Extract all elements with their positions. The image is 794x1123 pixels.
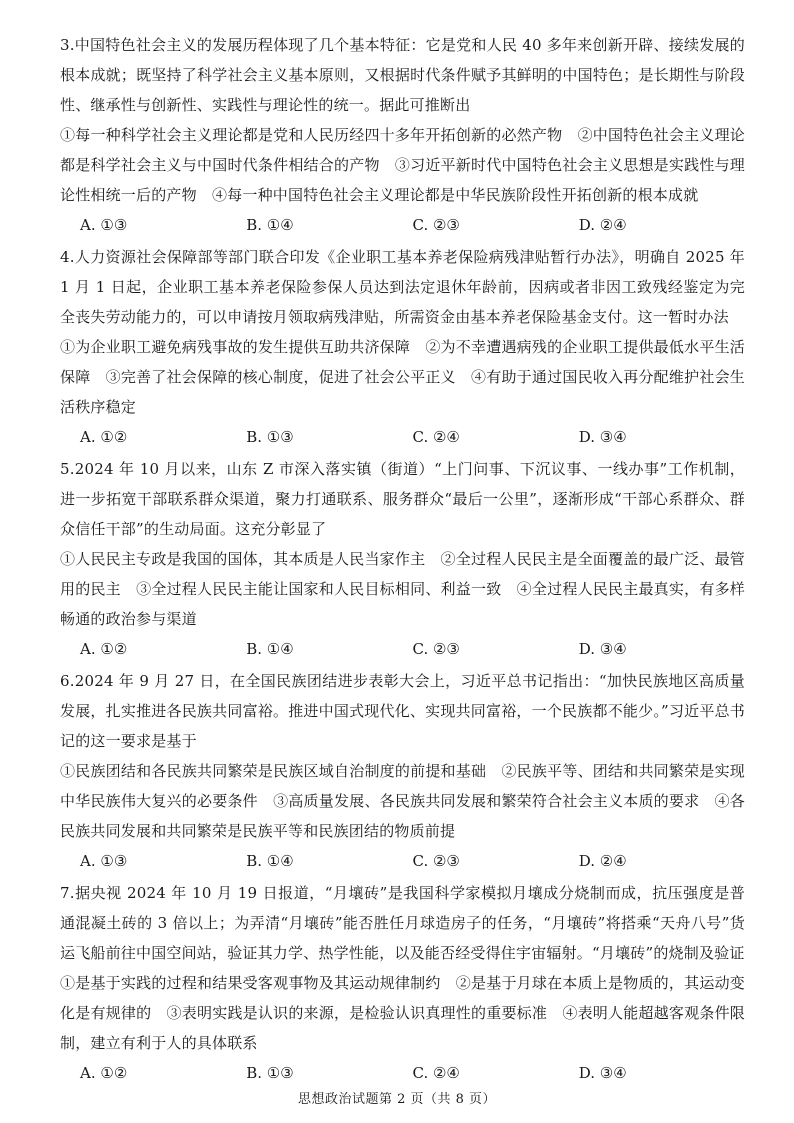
option-d[interactable]: D. ③④ bbox=[578, 428, 627, 446]
statement-list: ①人民民主专政是我国的国体，其本质是人民当家作主 ②全过程人民民主是全面覆盖的最广泛、最管用的民主 ③全过程人民民主能让国家和人民目标相同、利益一致 ④全过程人民民主最真实，有多样畅通的政治参与渠道 bbox=[60, 550, 745, 628]
answer-options bbox=[60, 846, 745, 876]
option-b[interactable]: B. ①④ bbox=[246, 216, 294, 234]
question-stem bbox=[60, 454, 745, 544]
option-c[interactable]: C. ②③ bbox=[412, 852, 460, 870]
question-stem bbox=[60, 666, 745, 756]
page-footer: 思想政治试题第 2 页（共 8 页） bbox=[297, 1092, 497, 1107]
question-4 bbox=[60, 242, 745, 452]
answer-options bbox=[60, 1058, 745, 1088]
answer-options bbox=[60, 634, 745, 664]
option-d[interactable]: D. ②④ bbox=[578, 216, 627, 234]
question-stem bbox=[60, 242, 745, 332]
answer-options bbox=[60, 422, 745, 452]
answer-options bbox=[60, 210, 745, 240]
option-a[interactable]: A. ①② bbox=[80, 640, 128, 658]
statement-list: ①为企业职工避免病残事故的发生提供互助共济保障 ②为不幸遭遇病残的企业职工提供最低水平生活保障 ③完善了社会保障的核心制度，促进了社会公平正义 ④有助于通过国民收入再分配维护社会生活秩序稳定 bbox=[60, 338, 745, 416]
question-number: 4. bbox=[60, 248, 75, 266]
option-b[interactable]: B. ①③ bbox=[246, 1064, 294, 1082]
option-a[interactable]: A. ①③ bbox=[80, 852, 128, 870]
option-b[interactable]: B. ①③ bbox=[246, 428, 294, 446]
exam-page bbox=[60, 30, 745, 1090]
option-a[interactable]: A. ①② bbox=[80, 428, 128, 446]
option-c[interactable]: C. ②③ bbox=[412, 640, 460, 658]
question-text: 中国特色社会主义的发展历程体现了几个基本特征：它是党和人民 40 多年来创新开辟、接续发展的根本成就；既坚持了科学社会主义基本原则，又根据时代条件赋予其鲜明的中国特色；是长期性与阶段性、继承性与创新性、实践性与理论性的统一。据此可推断出 bbox=[60, 36, 745, 114]
option-d[interactable]: D. ②④ bbox=[578, 852, 627, 870]
question-3 bbox=[60, 30, 745, 240]
question-text: 人力资源社会保障部等部门联合印发《企业职工基本养老保险病残津贴暂行办法》，明确自 2025 年 1 月 1 日起，企业职工基本养老保险参保人员达到法定退休年龄前，因病或者非因工致残经鉴定为完全丧失劳动能力的，可以申请按月领取病残津贴，所需资金由基本养老保险基金支付。这一暂时办法 bbox=[60, 248, 745, 326]
question-stem bbox=[60, 30, 745, 120]
question-stem bbox=[60, 878, 745, 968]
question-5 bbox=[60, 454, 745, 664]
statement-list: ①是基于实践的过程和结果受客观事物及其运动规律制约 ②是基于月球在本质上是物质的，其运动变化是有规律的 ③表明实践是认识的来源，是检验认识真理性的重要标准 ④表明人能超越客观条件限制，建立有利于人的具体联系 bbox=[60, 974, 745, 1052]
question-number: 7. bbox=[60, 884, 75, 902]
option-a[interactable]: A. ①③ bbox=[80, 216, 128, 234]
question-6 bbox=[60, 666, 745, 876]
question-number: 5. bbox=[60, 460, 75, 478]
question-7 bbox=[60, 878, 745, 1088]
option-a[interactable]: A. ①② bbox=[80, 1064, 128, 1082]
question-text: 据央视 2024 年 10 月 19 日报道，“月壤砖”是我国科学家模拟月壤成分烧制而成，抗压强度是普通混凝土砖的 3 倍以上；为弄清“月壤砖”能否胜任月球造房子的任务，“月壤砖”将搭乘“天舟八号”货运飞船前往中国空间站，验证其力学、热学性能，以及能否经受得住宇宙辐射。“月壤砖”的烧制及验证 bbox=[60, 884, 745, 962]
question-number: 3. bbox=[60, 36, 75, 54]
question-text: 2024 年 10 月以来，山东 Z 市深入落实镇（街道）“上门问事、下沉议事、一线办事”工作机制，进一步拓宽干部联系群众渠道，聚力打通联系、服务群众“最后一公里”，逐渐形成“干部心系群众、群众信任干部”的生动局面。这充分彰显了 bbox=[60, 460, 745, 538]
option-c[interactable]: C. ②④ bbox=[412, 1064, 460, 1082]
option-d[interactable]: D. ③④ bbox=[578, 640, 627, 658]
option-d[interactable]: D. ③④ bbox=[578, 1064, 627, 1082]
option-b[interactable]: B. ①④ bbox=[246, 852, 294, 870]
option-c[interactable]: C. ②③ bbox=[412, 216, 460, 234]
option-b[interactable]: B. ①④ bbox=[246, 640, 294, 658]
option-c[interactable]: C. ②④ bbox=[412, 428, 460, 446]
statement-list: ①每一种科学社会主义理论都是党和人民历经四十多年开拓创新的必然产物 ②中国特色社会主义理论都是科学社会主义与中国时代条件相结合的产物 ③习近平新时代中国特色社会主义思想是实践性与理论性相统一后的产物 ④每一种中国特色社会主义理论都是中华民族阶段性开拓创新的根本成就 bbox=[60, 126, 745, 204]
statement-list: ①民族团结和各民族共同繁荣是民族区域自治制度的前提和基础 ②民族平等、团结和共同繁荣是实现中华民族伟大复兴的必要条件 ③高质量发展、各民族共同发展和繁荣符合社会主义本质的要求 ④各民族共同发展和共同繁荣是民族平等和民族团结的物质前提 bbox=[60, 762, 745, 840]
question-number: 6. bbox=[60, 672, 75, 690]
question-text: 2024 年 9 月 27 日，在全国民族团结进步表彰大会上，习近平总书记指出：“加快民族地区高质量发展，扎实推进各民族共同富裕。推进中国式现代化、实现共同富裕，一个民族都不能少。”习近平总书记的这一要求是基于 bbox=[60, 672, 745, 750]
